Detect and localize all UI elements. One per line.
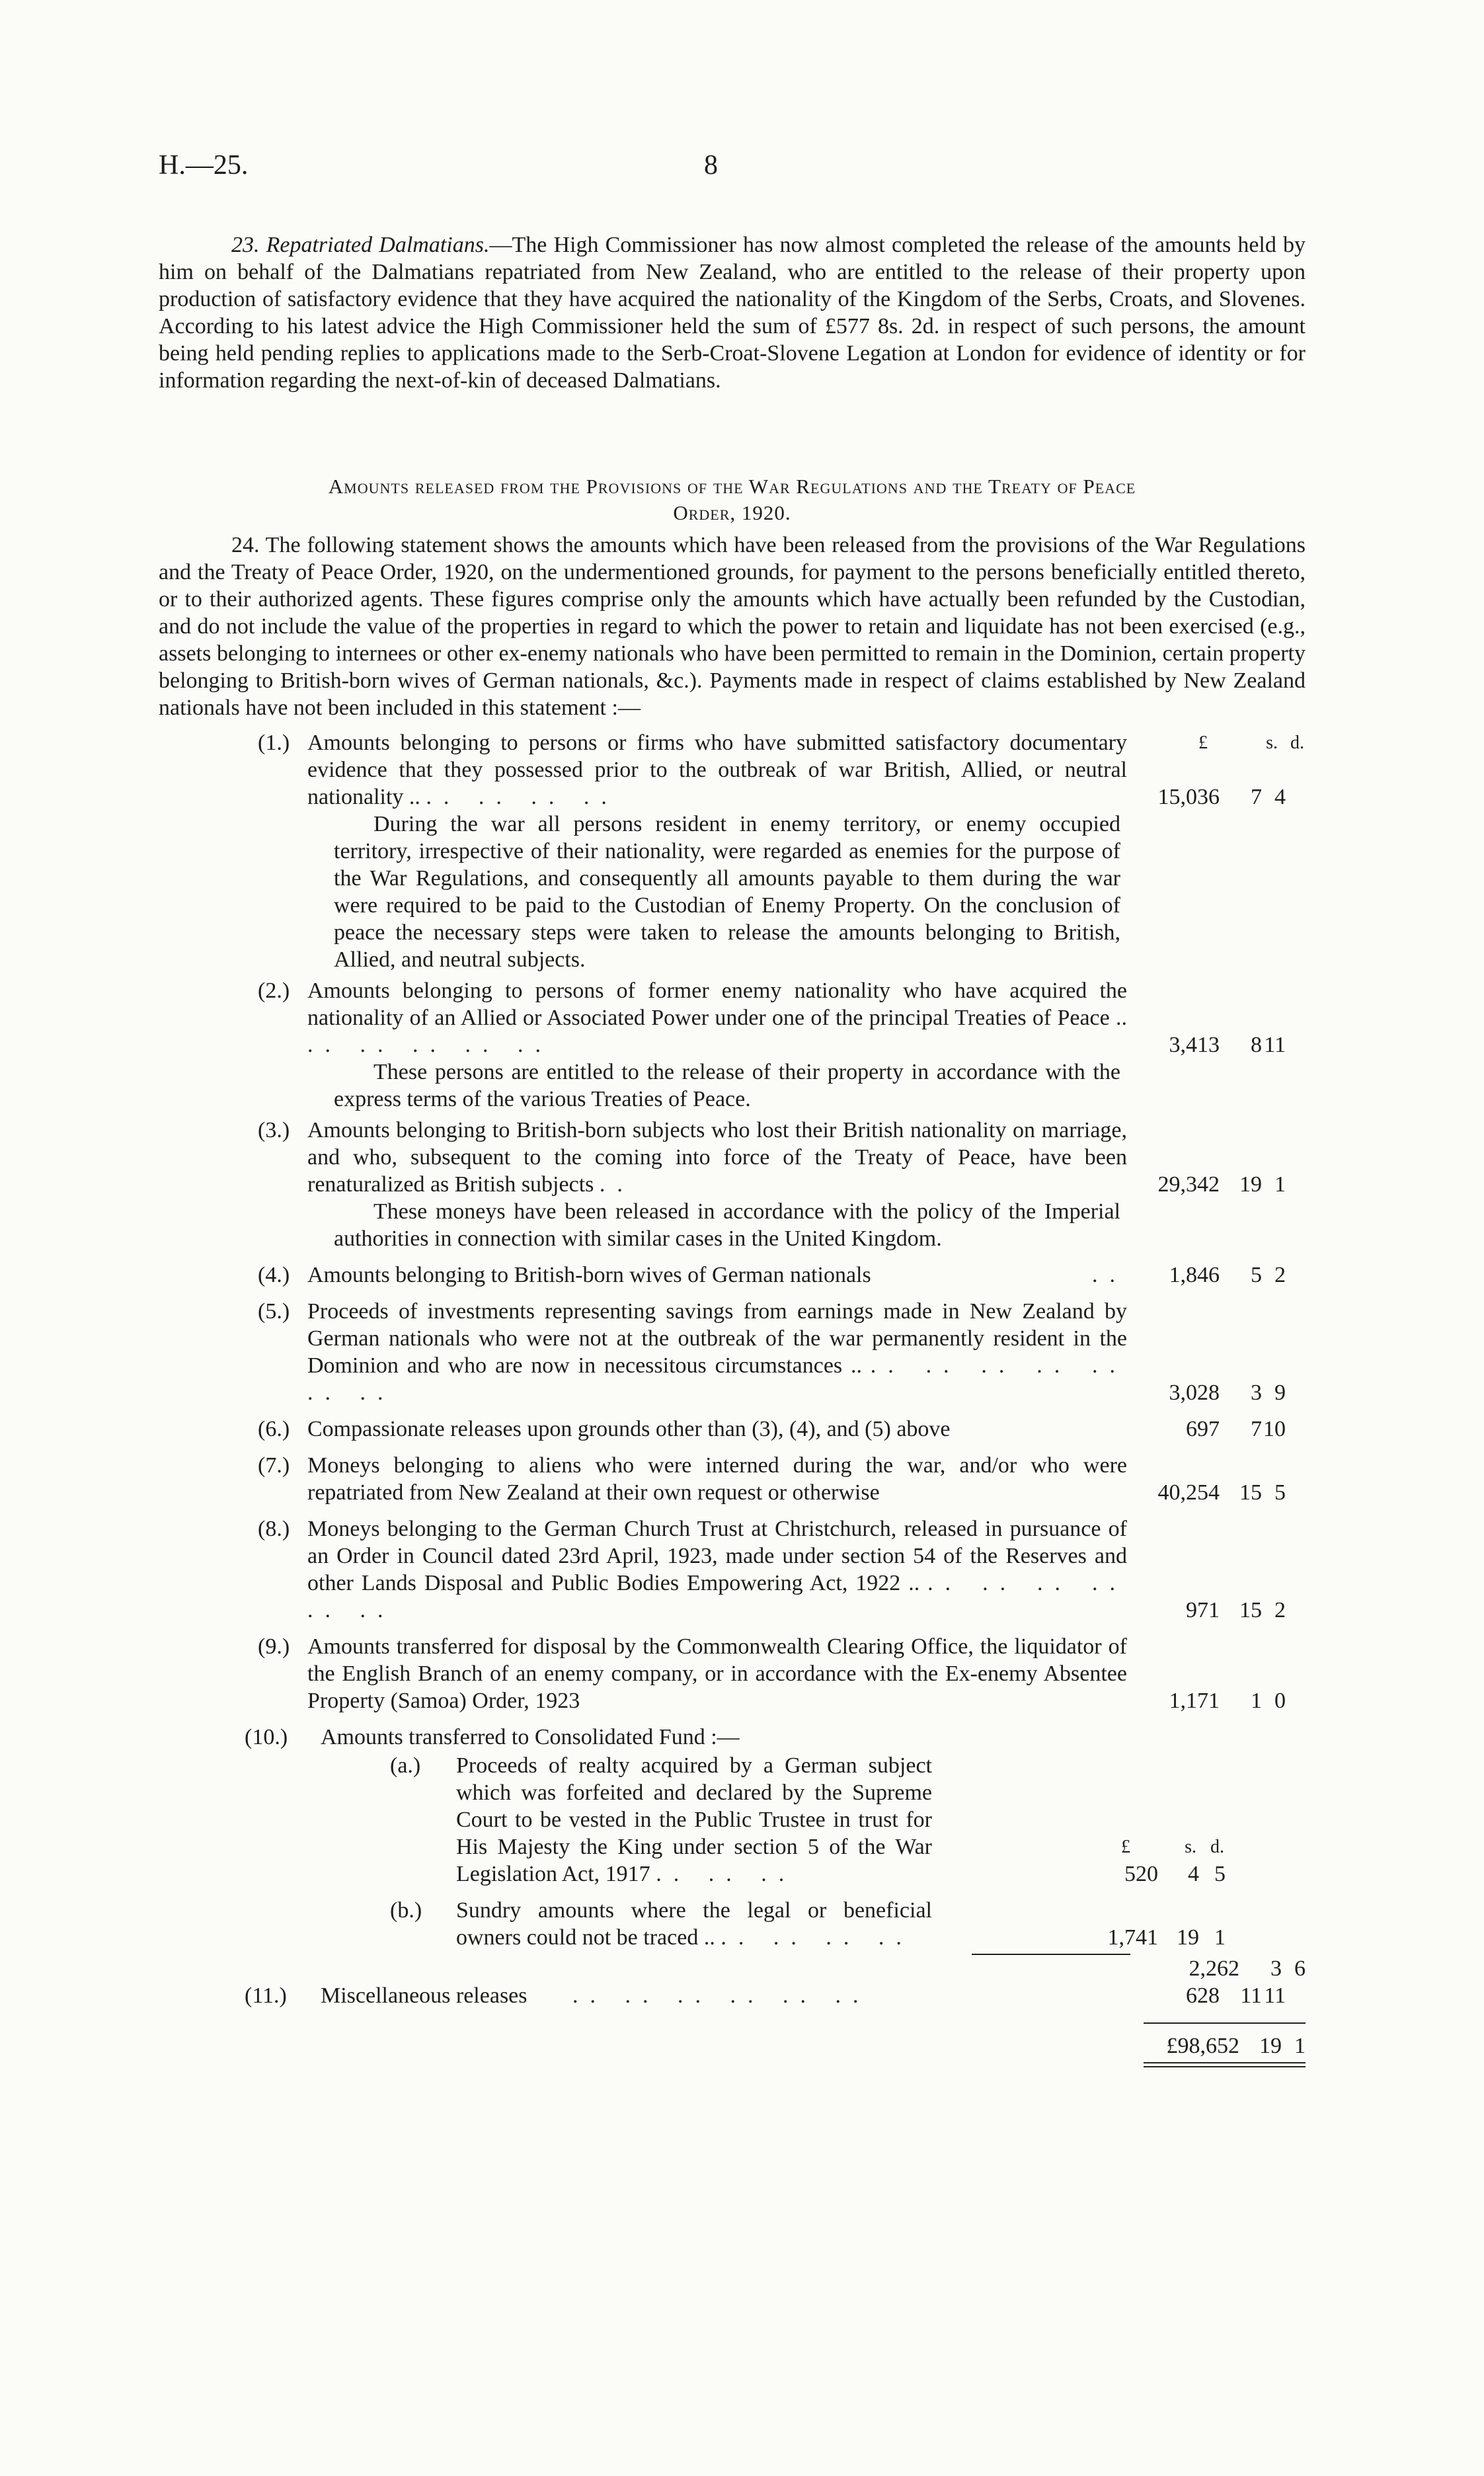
amount-pounds: 697 bbox=[1186, 1417, 1220, 1441]
statement-item-3 bbox=[159, 1117, 1306, 1252]
amount-pounds: 2,262 bbox=[1189, 1956, 1239, 1981]
statement-item-8 bbox=[159, 1515, 1306, 1624]
item-number: (6.) bbox=[258, 1417, 290, 1441]
amount-pence: 5 bbox=[1214, 1862, 1226, 1886]
statement-item-6 bbox=[159, 1416, 1306, 1443]
amount-pence: 10 bbox=[1263, 1417, 1286, 1441]
paragraph-23-text: —The High Commissioner has now almost completed the release of the amounts held by him on behalf of the Dalmatians repatriated from New Zealand, who are entitled to the release of their property upon production of satisfactory evidence that they have acquired the nationality of the Kingdom of the Serbs, Croats, and Slovenes. According to his latest advice the High Commissioner held the sum of £577 8s. 2d. in respect of such persons, the amount being held pending replies to applications made to the Serb-Croat-Slovene Legation at London for evidence of identity or for information regarding the next-of-kin of deceased Dalmatians. bbox=[159, 233, 1306, 393]
item-number: (2.) bbox=[258, 978, 290, 1003]
column-pence: d. bbox=[1210, 1837, 1224, 1857]
amount-pence: 1 bbox=[1274, 1172, 1286, 1197]
section-heading-line2: Order, 1920. bbox=[673, 501, 791, 524]
amount-pounds: 520 bbox=[1124, 1862, 1158, 1886]
item-text: Amounts belonging to persons or firms who have submitted satisfactory documentary evidence that they possessed prior to the outbreak of war British, Allied, or neutral nationality .. .. .. .. .. bbox=[307, 731, 1127, 809]
amount-pounds: 3,413 bbox=[1169, 1033, 1220, 1057]
page-number: 8 bbox=[704, 150, 718, 180]
item-number: (10.) bbox=[245, 1725, 288, 1749]
amount-pence: 0 bbox=[1274, 1689, 1286, 1713]
amount-shillings: 5 bbox=[1251, 1263, 1262, 1287]
amount-shillings: 8 bbox=[1251, 1033, 1262, 1057]
leader-dots: .. .. .. .. .. bbox=[307, 1033, 553, 1057]
statement-item-10 bbox=[159, 1724, 1306, 1982]
subitem-number: (b.) bbox=[390, 1898, 422, 1923]
amount-pence: 1 bbox=[1214, 1925, 1226, 1950]
amount-shillings: 15 bbox=[1239, 1480, 1262, 1505]
amount-shillings: 19 bbox=[1239, 1172, 1262, 1197]
amount-pounds: 971 bbox=[1186, 1598, 1220, 1622]
item-text: Amounts transferred to Consolidated Fund :— bbox=[321, 1725, 740, 1749]
column-shillings: s. bbox=[1185, 1837, 1196, 1857]
subitem-a bbox=[390, 1752, 1226, 1888]
item-text: Proceeds of investments representing savings from earnings made in New Zealand by German nationals who were not at the outbreak of the war permanently resident in the Dominion and who are now in necessitous circumstances .. .. .. .. .. .. .. .. bbox=[307, 1299, 1128, 1405]
amount-pounds: 40,254 bbox=[1157, 1480, 1220, 1505]
statement-item-11 bbox=[159, 1982, 1306, 2009]
item-number: (3.) bbox=[258, 1118, 290, 1142]
amount-shillings: 7 bbox=[1251, 785, 1262, 809]
page-header bbox=[159, 152, 1306, 192]
item-note: These moneys have been released in accordance with the policy of the Imperial authorities in connection with similar cases in the United Kingdom. bbox=[334, 1199, 1120, 1251]
item-text: Miscellaneous releases .. .. .. .. .. .. bbox=[321, 1983, 871, 2008]
total-rule-double bbox=[1144, 2066, 1306, 2067]
leader-dots: .. .. .. .. bbox=[721, 1925, 914, 1950]
leader-dots: .. .. .. .. .. .. bbox=[307, 1571, 1128, 1622]
item-text: Amounts belonging to persons of former enemy nationality who have acquired the nationality of an Allied or Associated Power under one of the principal Treaties of Peace .. .. .. .. .. .. bbox=[307, 978, 1127, 1057]
item-number: (5.) bbox=[258, 1299, 290, 1324]
paragraph-23-title: 23. Repatriated Dalmatians. bbox=[231, 233, 490, 257]
item-note: These persons are entitled to the release of their property in accordance with the express terms of the various Treaties of Peace. bbox=[334, 1060, 1120, 1111]
column-pounds: £ bbox=[1121, 1837, 1130, 1857]
amount-shillings: 19 bbox=[1177, 1925, 1199, 1950]
amount-pence: 5 bbox=[1274, 1480, 1286, 1505]
amount-shillings: 15 bbox=[1239, 1598, 1262, 1622]
item-text: Amounts belonging to British-born subjects who lost their British nationality on marriage, and who, subsequent to the coming into force of the Treaty of Peace, have been renaturalized as British subjects .. bbox=[307, 1118, 1127, 1197]
statement-item-7 bbox=[159, 1452, 1306, 1506]
item-text: Amounts belonging to British-born wives of German nationals .. bbox=[307, 1263, 1127, 1287]
item-text: Moneys belonging to the German Church Trust at Christchurch, released in pursuance of an Order in Council dated 23rd April, 1923, made under section 54 of the Reserves and other Lands Disposal and Public Bodies Empowering Act, 1922 .. .. .. .. .. .. .. bbox=[307, 1517, 1128, 1622]
leader-dots: .. .. .. .. bbox=[426, 785, 619, 809]
leader-dots: .. bbox=[599, 1172, 635, 1197]
leader-dots: .. bbox=[1092, 1263, 1127, 1287]
item-number: (11.) bbox=[245, 1983, 287, 2008]
document-reference: H.—25. bbox=[159, 150, 249, 180]
amount-pence: 6 bbox=[1294, 1956, 1306, 1981]
amount-shillings: 4 bbox=[1188, 1862, 1199, 1886]
column-pence: d. bbox=[1290, 733, 1304, 753]
section-heading-line1: Amounts released from the Provisions of the War Regulations and the Treaty of Peace bbox=[328, 475, 1136, 498]
statement-item-5 bbox=[159, 1298, 1306, 1406]
amount-pounds: 628 bbox=[1186, 1983, 1220, 2008]
amount-pounds: 1,846 bbox=[1169, 1263, 1220, 1287]
subitem-number: (a.) bbox=[390, 1753, 421, 1778]
subitem-b bbox=[390, 1897, 1226, 1951]
total-pounds: £98,652 bbox=[1166, 2034, 1239, 2058]
amount-pence: 2 bbox=[1274, 1263, 1286, 1287]
item-note: During the war all persons resident in enemy territory, or enemy occupied territory, irrespective of their nationality, were regarded as enemies for the purpose of the War Regulations, and consequently all amounts payable to them during the war were required to be paid to the Custodian of Enemy Property. On the conclusion of peace the necessary steps were taken to release the amounts belonging to British, Allied, and neutral subjects. bbox=[334, 812, 1120, 972]
amount-pounds: 15,036 bbox=[1157, 785, 1220, 809]
subitem-text: Sundry amounts where the legal or beneficial owners could not be traced .. .. .. .. .. bbox=[456, 1898, 932, 1950]
amount-shillings: 11 bbox=[1240, 1983, 1262, 2008]
subitem-text: Proceeds of realty acquired by a German subject which was forfeited and declared by the Supreme Court to be vested in the Public Trustee in trust for His Majesty the King under section 5 of the War Legislation Act, 1917 .. .. .. bbox=[456, 1753, 932, 1886]
item-number: (9.) bbox=[258, 1634, 290, 1659]
statement-item-1 bbox=[159, 729, 1306, 973]
amount-pence: 11 bbox=[1264, 1033, 1286, 1057]
amount-pounds: 29,342 bbox=[1157, 1172, 1220, 1197]
paragraph-24: 24. The following statement shows the amounts which have been released from the provisions of the War Regulations and the Treaty of Peace Order, 1920, on the undermentioned grounds, for payment to the persons beneficially entitled thereto, or to their authorized agents. These figures comprise only the amounts which have actually been refunded by the Custodian, and do not include the value of the properties in regard to which the power to retain and liquidate has not been exercised (e.g., assets belonging to internees or other ex-enemy nationals who have been permitted to remain in the Dominion, certain property belonging to British-born wives of German nationals, &c.). Payments made in respect of claims established by New Zealand nationals have not been included in this statement :— bbox=[159, 533, 1306, 720]
item-number: (1.) bbox=[258, 731, 290, 755]
leader-dots: .. .. .. bbox=[656, 1862, 797, 1886]
leader-dots: .. .. .. .. .. .. bbox=[572, 1983, 871, 2008]
amount-pence: 2 bbox=[1274, 1598, 1286, 1622]
amount-shillings: 3 bbox=[1251, 1380, 1262, 1405]
amount-pence: 9 bbox=[1274, 1380, 1286, 1405]
item-number: (8.) bbox=[258, 1517, 290, 1541]
item-text: Moneys belonging to aliens who were interned during the war, and/or who were repatriated from New Zealand at their own request or otherwise bbox=[307, 1453, 1127, 1505]
amount-shillings: 3 bbox=[1270, 1956, 1282, 1981]
total-shillings: 19 bbox=[1259, 2034, 1282, 2058]
subitem-column-headers bbox=[1077, 1833, 1230, 1860]
amount-pounds: 1,741 bbox=[1107, 1925, 1158, 1950]
item-text: Compassionate releases upon grounds other than (3), (4), and (5) above bbox=[307, 1417, 951, 1441]
amount-shillings: 1 bbox=[1251, 1689, 1262, 1713]
section-heading bbox=[159, 473, 1306, 526]
statement-item-4 bbox=[159, 1261, 1306, 1289]
item-text: Amounts transferred for disposal by the Commonwealth Clearing Office, the liquidator of the English Branch of an enemy company, or in accordance with the Ex-enemy Absentee Property (Samoa) Order, 1923 bbox=[307, 1634, 1127, 1713]
statement-item-9 bbox=[159, 1633, 1306, 1714]
grand-total bbox=[159, 2029, 1306, 2059]
leader-dots: .. .. .. .. .. .. .. bbox=[307, 1353, 1128, 1405]
total-rule-bottom bbox=[1144, 2062, 1306, 2063]
statement-item-2 bbox=[159, 977, 1306, 1113]
total-rule-top bbox=[1144, 2022, 1306, 2024]
amount-pence: 11 bbox=[1264, 1983, 1286, 2008]
column-pounds: £ bbox=[1198, 733, 1208, 753]
releases-statement bbox=[159, 729, 1306, 2067]
paragraph-23 bbox=[159, 231, 1306, 394]
amount-shillings: 7 bbox=[1251, 1417, 1262, 1441]
total-pence: 1 bbox=[1294, 2034, 1306, 2058]
column-shillings: s. bbox=[1266, 733, 1278, 753]
item-number: (7.) bbox=[258, 1453, 290, 1478]
item-number: (4.) bbox=[258, 1263, 290, 1287]
amount-pounds: 1,171 bbox=[1169, 1689, 1220, 1713]
amount-pounds: 3,028 bbox=[1169, 1380, 1220, 1405]
document-page bbox=[159, 152, 1306, 2067]
amount-pence: 4 bbox=[1274, 785, 1286, 809]
item-10-subtotal bbox=[159, 1955, 1306, 1982]
